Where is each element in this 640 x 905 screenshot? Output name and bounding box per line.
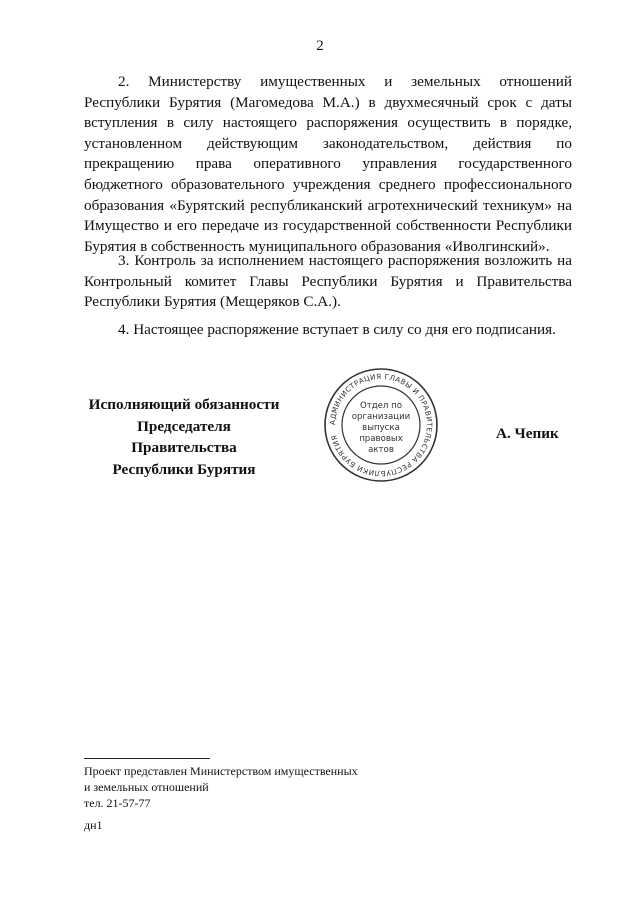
paragraph-3: 3. Контроль за исполнением настоящего распоряжения возложить на Контрольный комитет Главы Республики Бурятия и Правительства Республики Бурятия (Мещеряков С.А.). <box>84 252 572 311</box>
stamp-seal-icon <box>322 366 440 484</box>
paragraph-4: 4. Настоящее распоряжение вступает в силу со дня его подписания. <box>118 321 556 338</box>
footnote-line: и земельных отношений <box>84 780 209 794</box>
footnote-line: Проект представлен Министерством имущественных <box>84 764 358 778</box>
signatory-name: А. Чепик <box>496 425 559 442</box>
official-stamp <box>322 366 440 484</box>
page-number: 2 <box>316 38 324 54</box>
signatory-title-line: Республики Бурятия <box>112 460 256 478</box>
signatory-title <box>84 394 284 480</box>
paragraph-2: 2. Министерству имущественных и земельных отношений Республики Бурятия (Магомедова М.А.) в двухмесячный срок с даты вступления в силу настоящего распоряжения осуществить в порядке, установленном действующим законодательством, действия по прекращению права оперативного управления государственного бюджетного образовательного учреждения среднего профессионального образования «Бурятский республиканский агротехнический техникум» на Имущество и его передаче из государственной собственности Республики Бурятия в собственность муниципального образования «Иволгинский». <box>84 73 572 255</box>
footnote-line: тел. 21-57-77 <box>84 796 151 810</box>
footnote-divider <box>84 758 210 759</box>
stamp-center-line: правовых <box>359 434 403 444</box>
stamp-center-line: Отдел по <box>359 401 403 411</box>
document-code: дн1 <box>84 818 103 832</box>
stamp-ring-text: АДМИНИСТРАЦИЯ ГЛАВЫ И ПРАВИТЕЛЬСТВА РЕСПУБЛИКИ БУРЯТИЯ <box>327 371 435 479</box>
stamp-center-line: актов <box>368 445 394 455</box>
stamp-center-line: организации <box>351 412 411 422</box>
stamp-center-line: выпуска <box>362 423 400 433</box>
signatory-title-line: Председателя Правительства <box>131 417 237 456</box>
footnote <box>84 763 358 811</box>
signatory-title-line: Исполняющий обязанности <box>88 396 280 413</box>
